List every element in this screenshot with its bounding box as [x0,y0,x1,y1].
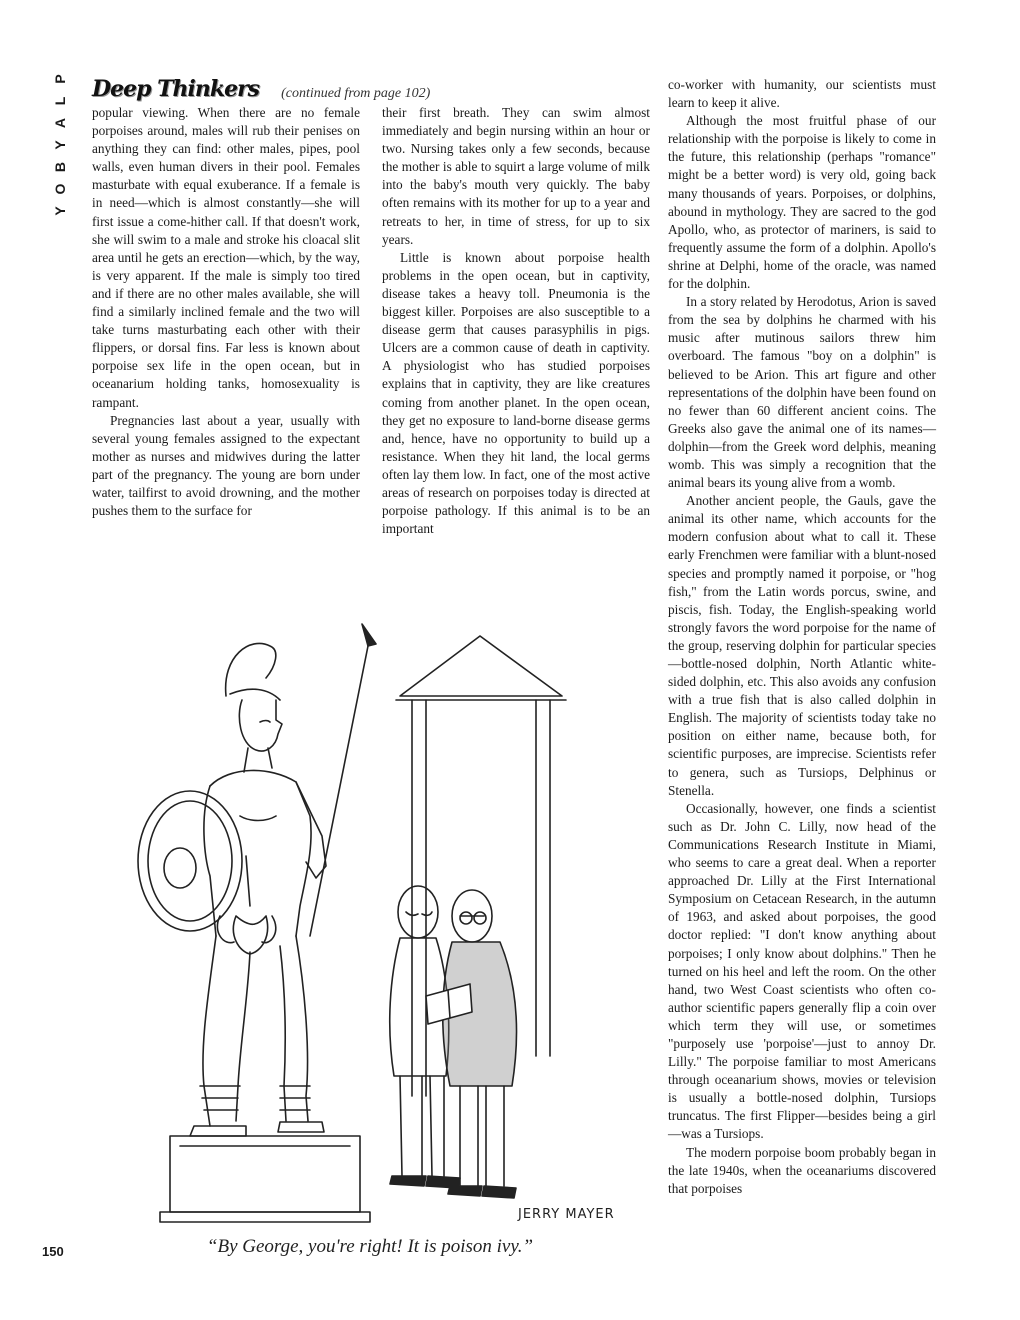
masthead-letter: P [52,74,68,84]
masthead-letter: O [52,183,68,195]
article-header [92,72,430,102]
paragraph: The modern porpoise boom probably began in the late 1940s, when the oceanariums discovered that porpoises [668,1144,936,1196]
paragraph: Little is known about porpoise health problems in the open ocean, but in captivity, disease takes a heavy toll. Pneumonia is the biggest killer. Porpoises are also susceptible to a disease germ that causes parasyphilis in pigs. Ulcers are a common cause of death in captivity. A physiologist who has studied porpoises explains that in captivity, they are like creatures coming from another planet. In the open ocean, they get no exposure to land-borne disease germs and, hence, have no opportunity to build up a resistance. When they hit land, the local germs often lay them low. In fact, one of the most active areas of research on porpoises today is directed at porpoise pathology. If this animal is to be an important [382,249,650,537]
paragraph: In a story related by Herodotus, Arion is saved from the sea by dolphins he charmed with his music after mutinous sailors threw him overboard. The famous "boy on a dolphin" is believed to be Arion. This art figure and other representations of the dolphin have been found on no fewer than 60 different ancient coins. The Greeks also gave the animal one of its names—dolphin—from the Greek word delphis, meaning womb. This was simply a recognition that the animal bears its young alive from a womb. [668,294,936,491]
paragraph: co-worker with humanity, our scientists must learn to keep it alive. [668,77,936,111]
paragraph: their first breath. They can swim almost immediately and begin nursing within an hour or two. Nursing takes only a few seconds, because the mother is able to squirt a large volume of milk into the baby's mouth very quickly. The baby often remains with its mother for up to a year and retreats to her, in time of stress, for up to six years. [382,105,650,247]
cartoon-caption: “By George, you're right! It is poison ivy.” [206,1236,534,1257]
masthead-letter: A [52,117,68,129]
artist-signature: JERRY MAYER [518,1207,615,1222]
masthead-letter: Y [52,206,68,216]
masthead-letter: B [52,161,68,173]
playboy-masthead [48,68,72,222]
text-column-1 [92,104,360,520]
text-column-3 [668,76,936,1198]
paragraph: popular viewing. When there are no female porpoises around, males will rub their penises on anything they can find: other males, pipes, pool walls, even human divers in their pool. Females masturbate with equal exuberance. If a female is in need—which is almost constantly—she will first issue a come-hither call. If that doesn't work, she will swim to a male and stroke his cloacal slit area until he gets an erection—which, by the way, is very apparent. If the male is simply too tired and if there are no other males available, she will find a similarly inclined female and the two will take turns masturbating each other with their flippers, or dorsal fins. Far less is known about porpoise sex life in the open ocean, but in oceanarium holding tanks, homosexuality is rampant. [92,105,360,410]
paragraph: Occasionally, however, one finds a scientist such as Dr. John C. Lilly, now head of the Communications Research Institute in Miami, who seems to care a great deal. When a reporter approached Dr. Lilly at the First International Symposium on Cetacean Research, in the autumn of 1963, and asked about porpoises, the good doctor replied: "I don't know anything about porpoises; I only know about dolphins." Then he turned on his heel and left the room. On the other hand, two West Coast scientists who often co-author scientific papers generally flip a coin over which term they will use, or sometimes "purposely use 'porpoise'—just to annoy Dr. Lilly." The porpoise familiar to most Americans through oceanarium shows, movies or television is usually a bottle-nosed dolphin, Tursiops truncatus. The first Flipper—besides being a girl—was a Tursiops. [668,800,936,1142]
scientists-drawing [390,886,517,1198]
cartoon-illustration [100,616,645,1241]
statue-drawing [138,624,376,1222]
page-number: 150 [42,1244,64,1259]
paragraph: Pregnancies last about a year, usually with several young females assigned to the expectant mother as nurses and midwives during the latter part of the pregnancy. The young are born under water, tailfirst to avoid drowning, and the mother pushes them to the surface for [92,412,360,519]
masthead-letter: Y [52,140,68,150]
masthead-letter: L [52,96,68,106]
paragraph: Another ancient people, the Gauls, gave the animal its other name, which accounts for the modern confusion about what to call it. These early Frenchmen were familiar with a blunt-nosed species and promptly named it porpoise, or "hog fish," from the Latin words porcus, swine, and piscis, fish. Today, the English-speaking world strongly favors the word porpoise for the name of the group, reserving dolphin for particular species—bottle-nosed dolphin, North Atlantic white-sided dolphin, etc. This also avoids any confusion with a true fish that is also called dolphin in English. The majority of scientists today take no position on either name, because both, for scientific purposes, are imprecise. Scientists refer to genera, such as Tursiops, Delphinus or Stenella. [668,493,936,798]
deep-thinkers-logo: Deep Thinkers [92,76,260,102]
continued-note: (continued from page 102) [281,86,431,101]
text-column-2 [382,104,650,538]
paragraph: Although the most fruitful phase of our relationship with the porpoise is likely to come in the future, this relationship (perhaps "romance" might be a better word) is very old, going back many thousands of years. Porpoises, or dolphins, abound in mythology. They are sacred to the god Apollo, who, as protector of mariners, is said to frequently assume the form of a dolphin. Apollo's shrine at Delphi, home of the oracle, was named for the dolphin. [668,113,936,292]
